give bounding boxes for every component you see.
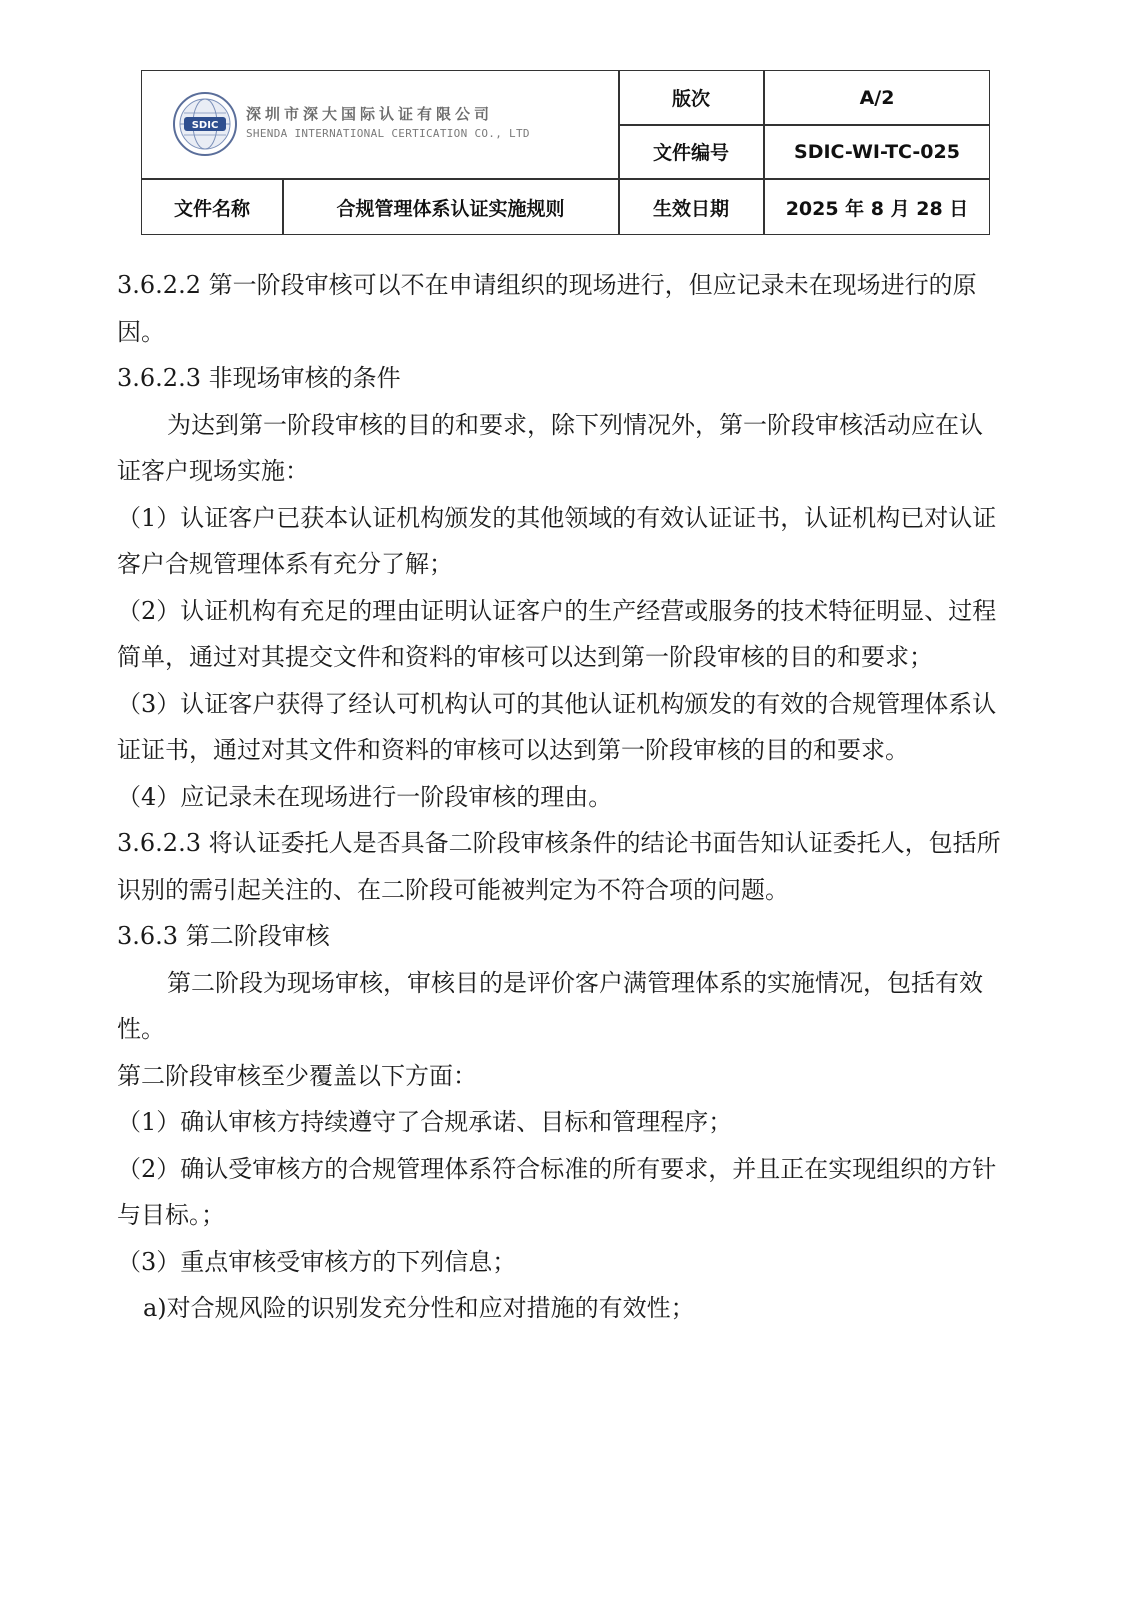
- list-item: （1）确认审核方持续遵守了合规承诺、目标和管理程序；: [117, 1108, 733, 1136]
- paragraph: 3.6.2.2 第一阶段审核可以不在申请组织的现场进行，但应记录未在现场进行的原因。: [117, 271, 977, 346]
- effective-date-label: 生效日期: [652, 197, 729, 220]
- document-header-table: [141, 70, 990, 235]
- list-item: （4）应记录未在现场进行一阶段审核的理由。: [117, 782, 613, 811]
- doc-number-label: 文件编号: [652, 142, 729, 164]
- paragraph: 为达到第一阶段审核的目的和要求，除下列情况外，第一阶段审核活动应在认证客户现场实施：: [117, 410, 983, 485]
- paragraph: 第二阶段为现场审核，审核目的是评价客户满管理体系的实施情况，包括有效性。: [117, 968, 983, 1043]
- version-value: A/2: [859, 86, 895, 109]
- document-body: [117, 262, 1002, 1332]
- doc-name-value: 合规管理体系认证实施规则: [336, 197, 565, 220]
- effective-date-value: 2025 年 8 月 28 日: [785, 197, 969, 220]
- version-label: 版次: [671, 88, 710, 110]
- paragraph: 3.6.2.3 将认证委托人是否具备二阶段审核条件的结论书面告知认证委托人，包括所识别的需引起关注的、在二阶段可能被判定为不符合项的问题。: [117, 829, 1001, 904]
- list-item: （3）认证客户获得了经认可机构认可的其他认证机构颁发的有效的合规管理体系认证证书，通过对其文件和资料的审核可以达到第一阶段审核的目的和要求。: [117, 689, 997, 764]
- paragraph: 第二阶段审核至少覆盖以下方面：: [117, 1061, 477, 1090]
- doc-number-value: SDIC-WI-TC-025: [794, 140, 960, 163]
- doc-name-label: 文件名称: [173, 197, 250, 220]
- paragraph: 3.6.2.3 非现场审核的条件: [117, 364, 401, 392]
- company-logo-icon: [172, 91, 238, 157]
- list-item: （2）确认受审核方的合规管理体系符合标准的所有要求，并且正在实现组织的方针与目标。；: [117, 1154, 997, 1229]
- logo-text: SDIC: [191, 120, 219, 131]
- company-name-cn: 深圳市深大国际认证有限公司: [246, 105, 494, 123]
- list-item: （2）认证机构有充足的理由证明认证客户的生产经营或服务的技术特征明显、过程简单，通过对其提交文件和资料的审核可以达到第一阶段审核的目的和要求；: [117, 596, 997, 671]
- list-item: a)对合规风险的识别发充分性和应对措施的有效性；: [143, 1294, 695, 1322]
- company-name-en: SHENDA INTERNATIONAL CERTICATION CO., LTD: [246, 127, 530, 140]
- list-item: （1）认证客户已获本认证机构颁发的其他领域的有效认证证书，认证机构已对认证客户合规管理体系有充分了解；: [117, 503, 997, 578]
- company-logo-block: [172, 91, 592, 161]
- list-item: （3）重点审核受审核方的下列信息；: [117, 1247, 517, 1276]
- section-heading: 3.6.3 第二阶段审核: [117, 922, 330, 950]
